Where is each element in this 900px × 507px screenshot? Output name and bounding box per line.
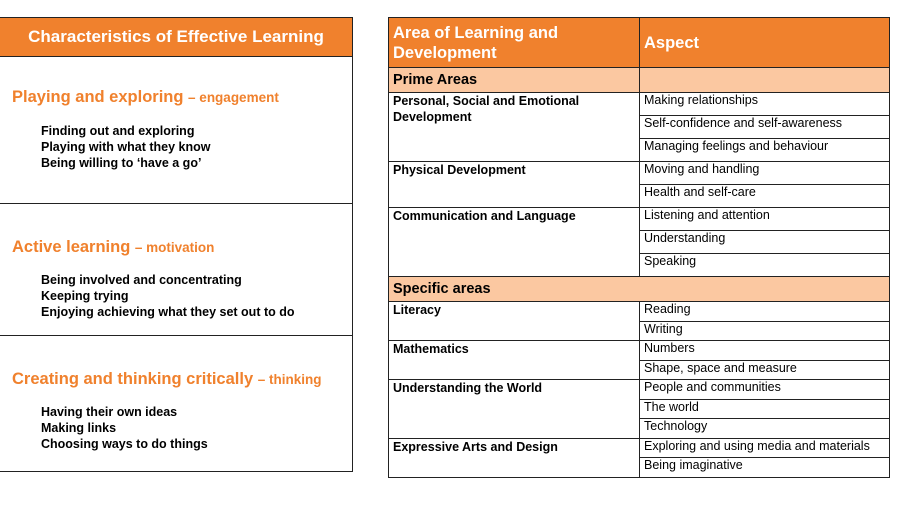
aspect-cell: Writing (640, 321, 890, 341)
list-item: Having their own ideas (41, 405, 178, 419)
list-item: Being involved and concentrating (41, 273, 242, 287)
list-item: Playing with what they know (41, 140, 211, 154)
area-cell: Mathematics (389, 341, 640, 380)
header-area: Area of Learning and Development (389, 18, 640, 68)
table-row (389, 208, 890, 231)
table-row (389, 93, 890, 116)
aspect-cell: Understanding (640, 231, 890, 254)
list-item: Finding out and exploring (41, 124, 195, 138)
area-cell: Personal, Social and Emotional Development (389, 93, 640, 162)
section-title-sub: – engagement (188, 90, 279, 105)
aspect-cell: Health and self-care (640, 185, 890, 208)
list-item: Keeping trying (41, 289, 129, 303)
aspect-cell: Making relationships (640, 93, 890, 116)
list-item: Being willing to ‘have a go’ (41, 156, 202, 170)
list-item: Enjoying achieving what they set out to do (41, 305, 295, 319)
aspect-cell: Shape, space and measure (640, 360, 890, 380)
specific-areas-band (389, 277, 890, 302)
section-title-main: Playing and exploring (12, 88, 184, 106)
aspect-cell: People and communities (640, 380, 890, 400)
prime-areas-label: Prime Areas (389, 68, 640, 93)
section-title-main: Creating and thinking critically (12, 370, 254, 388)
aspect-cell: Listening and attention (640, 208, 890, 231)
section-items (41, 123, 210, 171)
aspect-cell: Numbers (640, 341, 890, 361)
section-items (41, 404, 208, 452)
aspect-cell: Being imaginative (640, 458, 890, 478)
aspect-cell: The world (640, 399, 890, 419)
area-cell: Expressive Arts and Design (389, 438, 640, 477)
area-cell: Understanding the World (389, 380, 640, 439)
section-title-sub: – motivation (134, 240, 215, 255)
area-cell: Physical Development (389, 162, 640, 208)
header-aspect: Aspect (640, 18, 890, 68)
list-item: Making links (41, 421, 117, 435)
aspect-cell: Moving and handling (640, 162, 890, 185)
section-playing-exploring (0, 57, 352, 204)
section-title (12, 370, 321, 389)
section-title-sub: – thinking (257, 372, 322, 387)
aspect-cell: Reading (640, 302, 890, 322)
aspect-cell: Managing feelings and behaviour (640, 139, 890, 162)
band-empty-cell (640, 68, 890, 93)
section-title (12, 88, 279, 107)
section-items (41, 272, 295, 320)
section-active-learning (0, 204, 352, 336)
specific-areas-label: Specific areas (389, 277, 890, 302)
table-row (389, 380, 890, 400)
list-item: Choosing ways to do things (41, 437, 208, 451)
table-row (389, 162, 890, 185)
aspect-cell: Speaking (640, 254, 890, 277)
characteristics-panel (0, 17, 353, 472)
characteristics-header: Characteristics of Effective Learning (0, 18, 352, 57)
area-cell: Literacy (389, 302, 640, 341)
table-row (389, 341, 890, 361)
aspect-cell: Exploring and using media and materials (640, 438, 890, 458)
prime-areas-band (389, 68, 890, 93)
table-row (389, 302, 890, 322)
aspect-cell: Self-confidence and self-awareness (640, 116, 890, 139)
section-title (12, 238, 214, 257)
aspect-cell: Technology (640, 419, 890, 439)
table-header-row (389, 18, 890, 68)
area-cell: Communication and Language (389, 208, 640, 277)
section-creating-thinking (0, 336, 352, 471)
table-row (389, 438, 890, 458)
areas-of-learning-table (388, 17, 890, 478)
section-title-main: Active learning (12, 238, 131, 256)
